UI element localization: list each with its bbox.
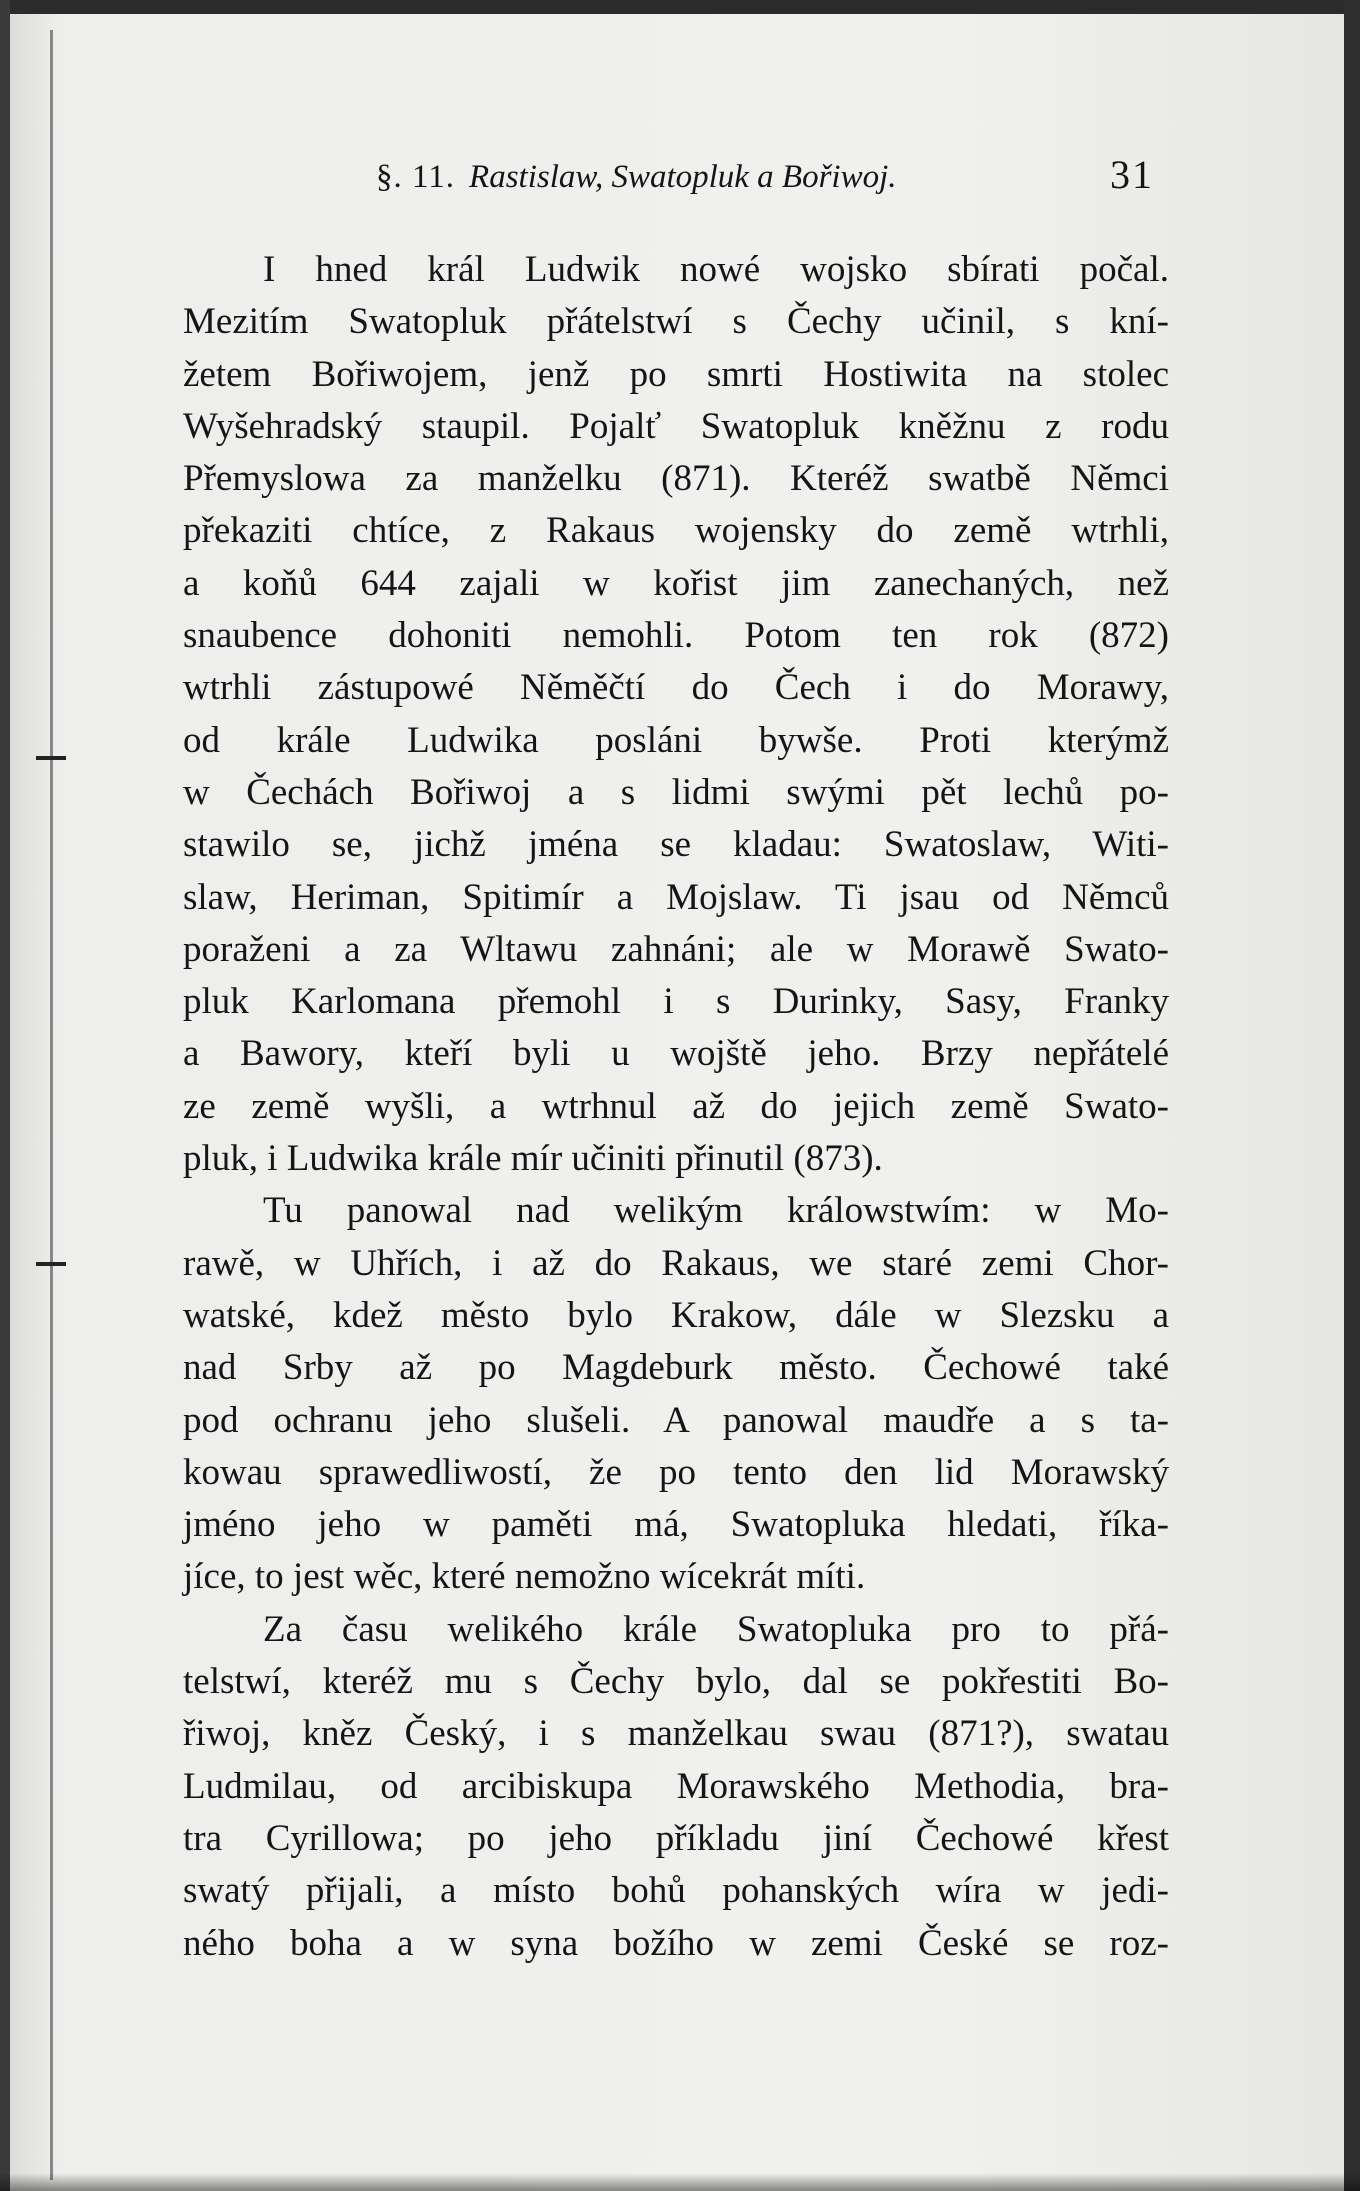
text-line: Přemyslowa za manželku (871). Kteréž swatbě Němci <box>183 458 1169 500</box>
scan-left-edge <box>0 0 10 2191</box>
text-line: ze země wyšli, a wtrhnul až do jejich země Swato- <box>183 1085 1169 1127</box>
page-number: 31 <box>1110 152 1154 197</box>
margin-mark <box>36 1262 66 1266</box>
text-line: jíce, to jest wěc, které nemožno wícekrát míti. <box>183 1556 866 1598</box>
text-line: poraženi a za Wltawu zahnáni; ale w Morawě Swato- <box>183 928 1169 970</box>
text-line: řiwoj, kněz Český, i s manželkau swau (871?), swatau <box>183 1713 1169 1755</box>
text-line: w Čechách Bořiwoj a s lidmi swými pět lechů po- <box>183 771 1169 813</box>
text-line: swatý přijali, a místo bohů pohanských wíra w jedi- <box>183 1870 1169 1912</box>
text-line: wtrhli zástupowé Něměčtí do Čech i do Morawy, <box>183 667 1169 709</box>
text-line: Mezitím Swatopluk přátelstwí s Čechy učinil, s kní- <box>183 301 1169 343</box>
scan-top-edge <box>0 0 1360 14</box>
running-header <box>376 152 1176 202</box>
scan-bottom-shadow <box>0 2173 1360 2191</box>
chapter-title: Rastislaw, Swatopluk a Bořiwoj. <box>469 159 897 195</box>
text-line: žetem Bořiwojem, jenž po smrti Hostiwita na stolec <box>183 353 1169 395</box>
text-line: slaw, Heriman, Spitimír a Mojslaw. Ti jsau od Němců <box>183 876 1169 918</box>
text-line: překaziti chtíce, z Rakaus wojensky do země wtrhli, <box>183 510 1169 552</box>
text-line: a Bawory, kteří byli u wojště jeho. Brzy nepřátelé <box>183 1033 1169 1075</box>
text-line: I hned král Ludwik nowé wojsko sbírati počal. <box>263 249 1169 290</box>
text-line: Za času welikého krále Swatopluka pro to přá- <box>263 1608 1169 1650</box>
text-line: a koňů 644 zajali w kořist jim zanechaných, než <box>183 562 1169 604</box>
text-line: stawilo se, jichž jména se kladau: Swatoslaw, Witi- <box>183 824 1169 866</box>
text-line: ného boha a w syna božího w zemi České se roz- <box>183 1922 1169 1964</box>
text-line: rawě, w Uhřích, i až do Rakaus, we staré zemi Chor- <box>183 1242 1169 1284</box>
text-line: tra Cyrillowa; po jeho příkladu jiní Čechowé křest <box>183 1817 1169 1859</box>
text-line: kowau sprawedliwostí, že po tento den lid Morawský <box>183 1451 1169 1493</box>
binding-margin-line <box>50 30 53 2180</box>
text-line: jméno jeho w paměti má, Swatopluka hledati, říka- <box>183 1504 1169 1546</box>
body-text <box>183 244 1169 1970</box>
scan-right-edge <box>1344 0 1360 2191</box>
margin-mark <box>36 756 66 760</box>
section-number: §. 11. <box>376 159 456 195</box>
text-line: telstwí, kteréž mu s Čechy bylo, dal se pokřestiti Bo- <box>183 1661 1169 1703</box>
text-line: pluk Karlomana přemohl i s Durinky, Sasy, Franky <box>183 981 1169 1023</box>
text-line: Wyšehradský staupil. Pojalť Swatopluk kněžnu z rodu <box>183 405 1169 447</box>
text-line: watské, kdež město bylo Krakow, dále w Slezsku a <box>183 1294 1169 1336</box>
text-line: od krále Ludwika posláni bywše. Proti kterýmž <box>183 719 1169 761</box>
text-line: pod ochranu jeho slušeli. A panowal maudře a s ta- <box>183 1399 1169 1441</box>
text-line: Ludmilau, od arcibiskupa Morawského Methodia, bra- <box>183 1765 1169 1807</box>
text-line: pluk, i Ludwika krále mír učiniti přinutil (873). <box>183 1138 883 1180</box>
text-line: nad Srby až po Magdeburk město. Čechowé také <box>183 1347 1169 1389</box>
text-line: snaubence dohoniti nemohli. Potom ten rok (872) <box>183 615 1169 657</box>
text-line: Tu panowal nad welikým králowstwím: w Mo- <box>263 1190 1169 1232</box>
